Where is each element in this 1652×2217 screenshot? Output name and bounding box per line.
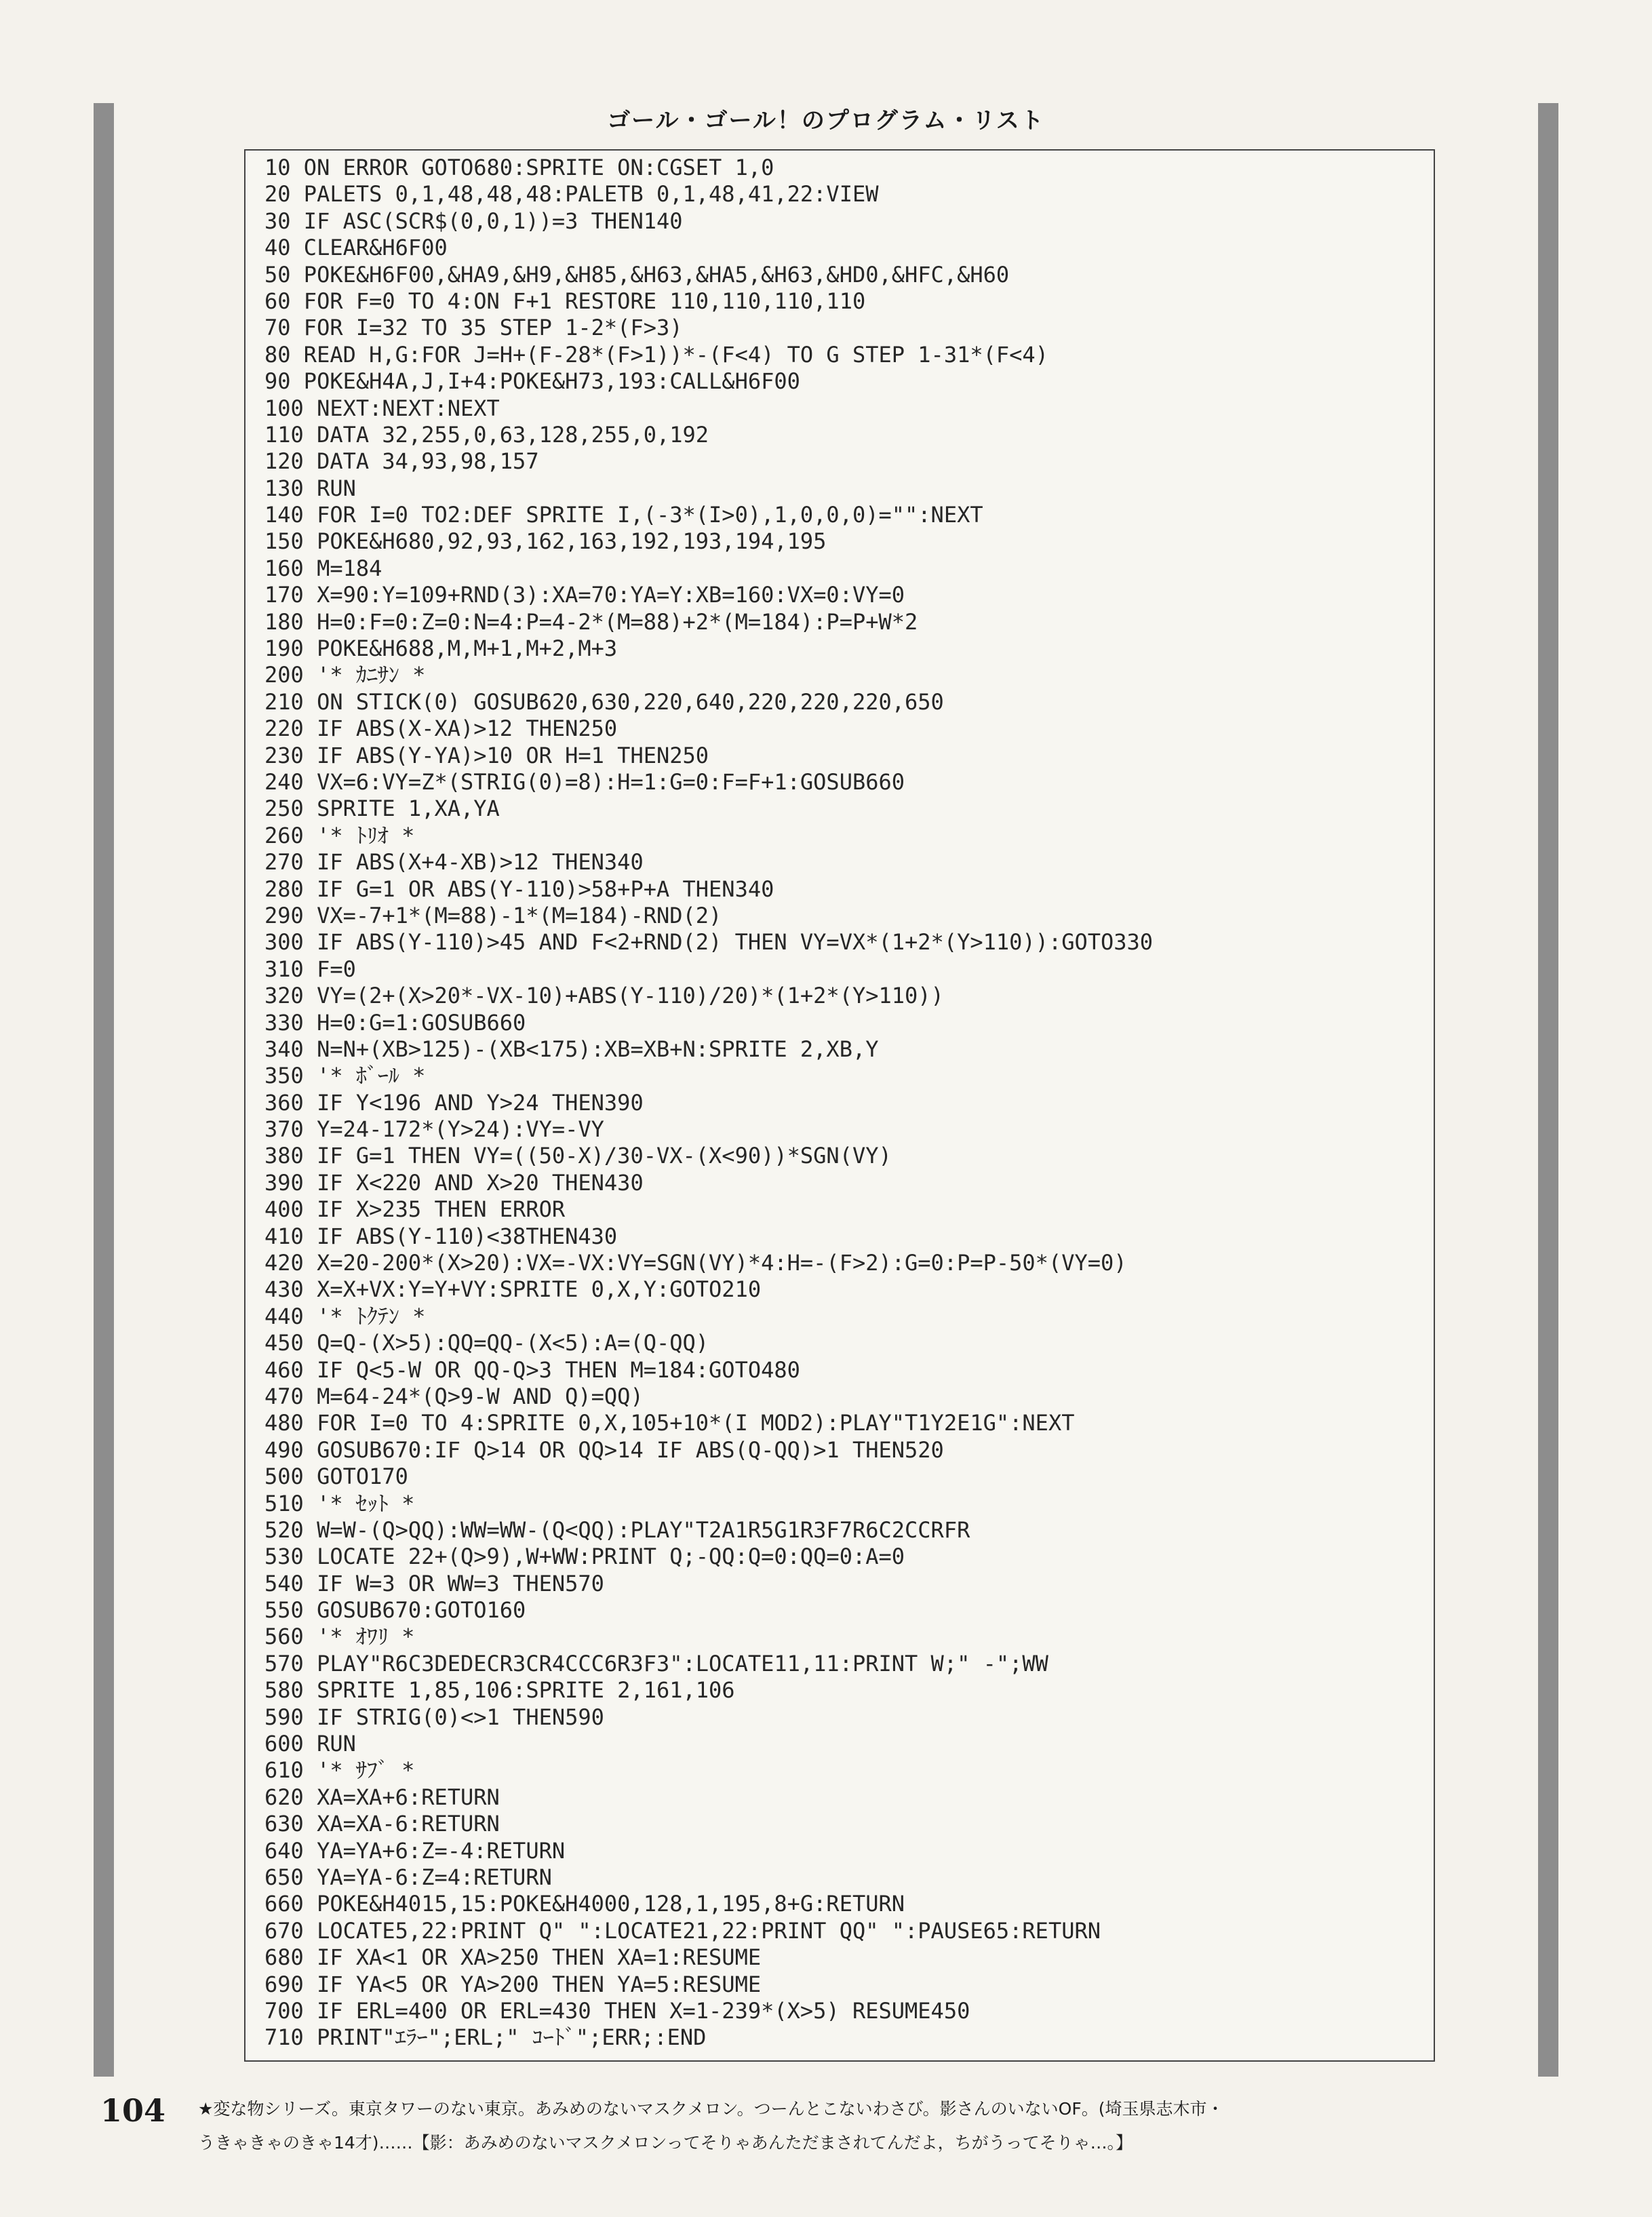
code-line: 410 IF ABS(Y-110)<38THEN430 [264, 1223, 618, 1249]
code-line: 100 NEXT:NEXT:NEXT [264, 395, 500, 421]
code-line: 530 LOCATE 22+(Q>9),W+WW:PRINT Q;-QQ:Q=0:QQ=0:A=0 [264, 1544, 905, 1570]
code-line: 680 IF XA<1 OR XA>250 THEN XA=1:RESUME [264, 1944, 762, 1971]
code-line: 340 N=N+(XB>125)-(XB<175):XB=XB+N:SPRITE 2,XB,Y [264, 1036, 879, 1062]
program-listing [264, 155, 1153, 2052]
code-line: 200 '* ｶﾆｻﾝ * [264, 662, 426, 688]
code-line: 210 ON STICK(0) GOSUB620,630,220,640,220,220,220,650 [264, 688, 944, 715]
code-line: 610 '* ｻﾌﾞ * [264, 1757, 415, 1784]
code-line: 380 IF G=1 THEN VY=((50-X)/30-VX-(X<90))*SGN(VY) [264, 1143, 892, 1169]
code-line: 710 PRINT"ｴﾗｰ";ERL;" ｺｰﾄﾞ";ERR;:END [264, 2024, 707, 2051]
code-line: 290 VX=-7+1*(M=88)-1*(M=184)-RND(2) [264, 902, 722, 928]
code-line: 250 SPRITE 1,XA,YA [264, 796, 500, 822]
code-line: 320 VY=(2+(X>20*-VX-10)+ABS(Y-110)/20)*(1+2*(Y>110)) [264, 983, 944, 1009]
code-line: 470 M=64-24*(Q>9-W AND Q)=QQ) [264, 1383, 644, 1409]
code-line: 440 '* ﾄｸﾃﾝ * [264, 1303, 426, 1329]
code-line: 620 XA=XA+6:RETURN [264, 1784, 500, 1810]
code-line: 390 IF X<220 AND X>20 THEN430 [264, 1169, 644, 1196]
code-line: 140 FOR I=0 TO2:DEF SPRITE I,(-3*(I>0),1,0,0,0)="":NEXT [264, 502, 983, 528]
code-line: 540 IF W=3 OR WW=3 THEN570 [264, 1570, 604, 1596]
code-line: 70 FOR I=32 TO 35 STEP 1-2*(F>3) [264, 315, 683, 341]
code-line: 550 GOSUB670:GOTO160 [264, 1597, 526, 1624]
code-line: 520 W=W-(Q>QQ):WW=WW-(Q<QQ):PLAY"T2A1R5G1R3F7R6C2CCRFR [264, 1516, 970, 1543]
code-line: 150 POKE&H680,92,93,162,163,192,193,194,195 [264, 528, 827, 555]
code-line: 110 DATA 32,255,0,63,128,255,0,192 [264, 421, 709, 448]
code-line: 360 IF Y<196 AND Y>24 THEN390 [264, 1089, 644, 1116]
code-line: 170 X=90:Y=109+RND(3):XA=70:YA=Y:XB=160:VX=0:VY=0 [264, 582, 905, 608]
code-line: 370 Y=24-172*(Y>24):VY=-VY [264, 1116, 604, 1143]
code-line: 460 IF Q<5-W OR QQ-Q>3 THEN M=184:GOTO480 [264, 1356, 800, 1383]
code-line: 400 IF X>235 THEN ERROR [264, 1196, 566, 1223]
right-margin-bar [1538, 103, 1558, 2077]
code-line: 650 YA=YA-6:Z=4:RETURN [264, 1864, 552, 1890]
page-title: ゴール・ゴール！のプログラム・リスト [607, 107, 1045, 134]
code-line: 30 IF ASC(SCR$(0,0,1))=3 THEN140 [264, 208, 683, 234]
code-line: 240 VX=6:VY=Z*(STRIG(0)=8):H=1:G=0:F=F+1:GOSUB660 [264, 768, 905, 795]
footer-reader-submission [198, 2092, 1561, 2160]
code-line: 270 IF ABS(X+4-XB)>12 THEN340 [264, 849, 644, 876]
code-line: 330 H=0:G=1:GOSUB660 [264, 1009, 526, 1036]
page-number: 104 [100, 2092, 166, 2129]
code-line: 500 GOTO170 [264, 1464, 408, 1490]
code-line: 450 Q=Q-(X>5):QQ=QQ-(X<5):A=(Q-QQ) [264, 1330, 709, 1356]
code-line: 230 IF ABS(Y-YA)>10 OR H=1 THEN250 [264, 742, 709, 768]
code-line: 700 IF ERL=400 OR ERL=430 THEN X=1-239*(X>5) RESUME450 [264, 1997, 970, 2024]
code-line: 690 IF YA<5 OR YA>200 THEN YA=5:RESUME [264, 1971, 762, 1997]
code-line: 120 DATA 34,93,98,157 [264, 448, 539, 475]
code-line: 260 '* ﾄﾘｵ * [264, 822, 415, 848]
code-line: 90 POKE&H4A,J,I+4:POKE&H73,193:CALL&H6F00 [264, 368, 800, 395]
code-line: 560 '* ｵﾜﾘ * [264, 1624, 415, 1650]
code-line: 160 M=184 [264, 555, 382, 581]
code-line: 220 IF ABS(X-XA)>12 THEN250 [264, 715, 618, 742]
code-line: 580 SPRITE 1,85,106:SPRITE 2,161,106 [264, 1677, 735, 1704]
code-line: 20 PALETS 0,1,48,48,48:PALETB 0,1,48,41,22:VIEW [264, 181, 879, 208]
code-line: 60 FOR F=0 TO 4:ON F+1 RESTORE 110,110,110,110 [264, 288, 866, 314]
code-line: 430 X=X+VX:Y=Y+VY:SPRITE 0,X,Y:GOTO210 [264, 1276, 762, 1303]
code-line: 660 POKE&H4015,15:POKE&H4000,128,1,195,8+G:RETURN [264, 1891, 905, 1917]
code-line: 50 POKE&H6F00,&HA9,&H9,&H85,&H63,&HA5,&H63,&HD0,&HFC,&H60 [264, 261, 1010, 288]
code-line: 600 RUN [264, 1731, 356, 1757]
code-line: 630 XA=XA-6:RETURN [264, 1811, 500, 1837]
code-line: 310 F=0 [264, 956, 356, 982]
code-line: 590 IF STRIG(0)<>1 THEN590 [264, 1704, 604, 1730]
code-line: 640 YA=YA+6:Z=-4:RETURN [264, 1837, 566, 1864]
code-line: 10 ON ERROR GOTO680:SPRITE ON:CGSET 1,0 [264, 155, 774, 180]
code-line: 490 GOSUB670:IF Q>14 OR QQ>14 IF ABS(Q-QQ)>1 THEN520 [264, 1436, 944, 1463]
left-margin-bar [94, 103, 114, 2077]
footer-line-2: うきゃきゃのきゃ14才)……【影：あみめのないマスクメロンってそりゃあんただまされてんだよ，ちがうってそりゃ…。】 [198, 2133, 1133, 2153]
program-listing-box [244, 149, 1435, 2062]
code-line: 350 '* ﾎﾞｰﾙ * [264, 1063, 426, 1089]
code-line: 190 POKE&H688,M,M+1,M+2,M+3 [264, 635, 618, 662]
code-line: 300 IF ABS(Y-110)>45 AND F<2+RND(2) THEN VY=VX*(1+2*(Y>110)):GOTO330 [264, 929, 1154, 956]
code-line: 570 PLAY"R6C3DEDECR3CR4CCC6R3F3":LOCATE11,11:PRINT W;" -";WW [264, 1650, 1048, 1676]
code-line: 670 LOCATE5,22:PRINT Q" ":LOCATE21,22:PRINT QQ" ":PAUSE65:RETURN [264, 1917, 1101, 1944]
code-line: 280 IF G=1 OR ABS(Y-110)>58+P+A THEN340 [264, 876, 774, 902]
footer-line-1: ★変な物シリーズ。東京タワーのない東京。あみめのないマスクメロン。つーんとこないわさび。影さんのいないOF。(埼玉県志木市・ [198, 2099, 1224, 2119]
code-line: 80 READ H,G:FOR J=H+(F-28*(F>1))*-(F<4) TO G STEP 1-31*(F<4) [264, 341, 1048, 368]
code-line: 480 FOR I=0 TO 4:SPRITE 0,X,105+10*(I MOD2):PLAY"T1Y2E1G":NEXT [264, 1410, 1075, 1436]
code-line: 40 CLEAR&H6F00 [264, 235, 448, 261]
code-line: 130 RUN [264, 475, 356, 501]
code-line: 510 '* ｾｯﾄ * [264, 1490, 415, 1516]
code-line: 180 H=0:F=0:Z=0:N=4:P=4-2*(M=88)+2*(M=184):P=P+W*2 [264, 608, 918, 635]
code-line: 420 X=20-200*(X>20):VX=-VX:VY=SGN(VY)*4:H=-(F>2):G=0:P=P-50*(VY=0) [264, 1250, 1127, 1276]
